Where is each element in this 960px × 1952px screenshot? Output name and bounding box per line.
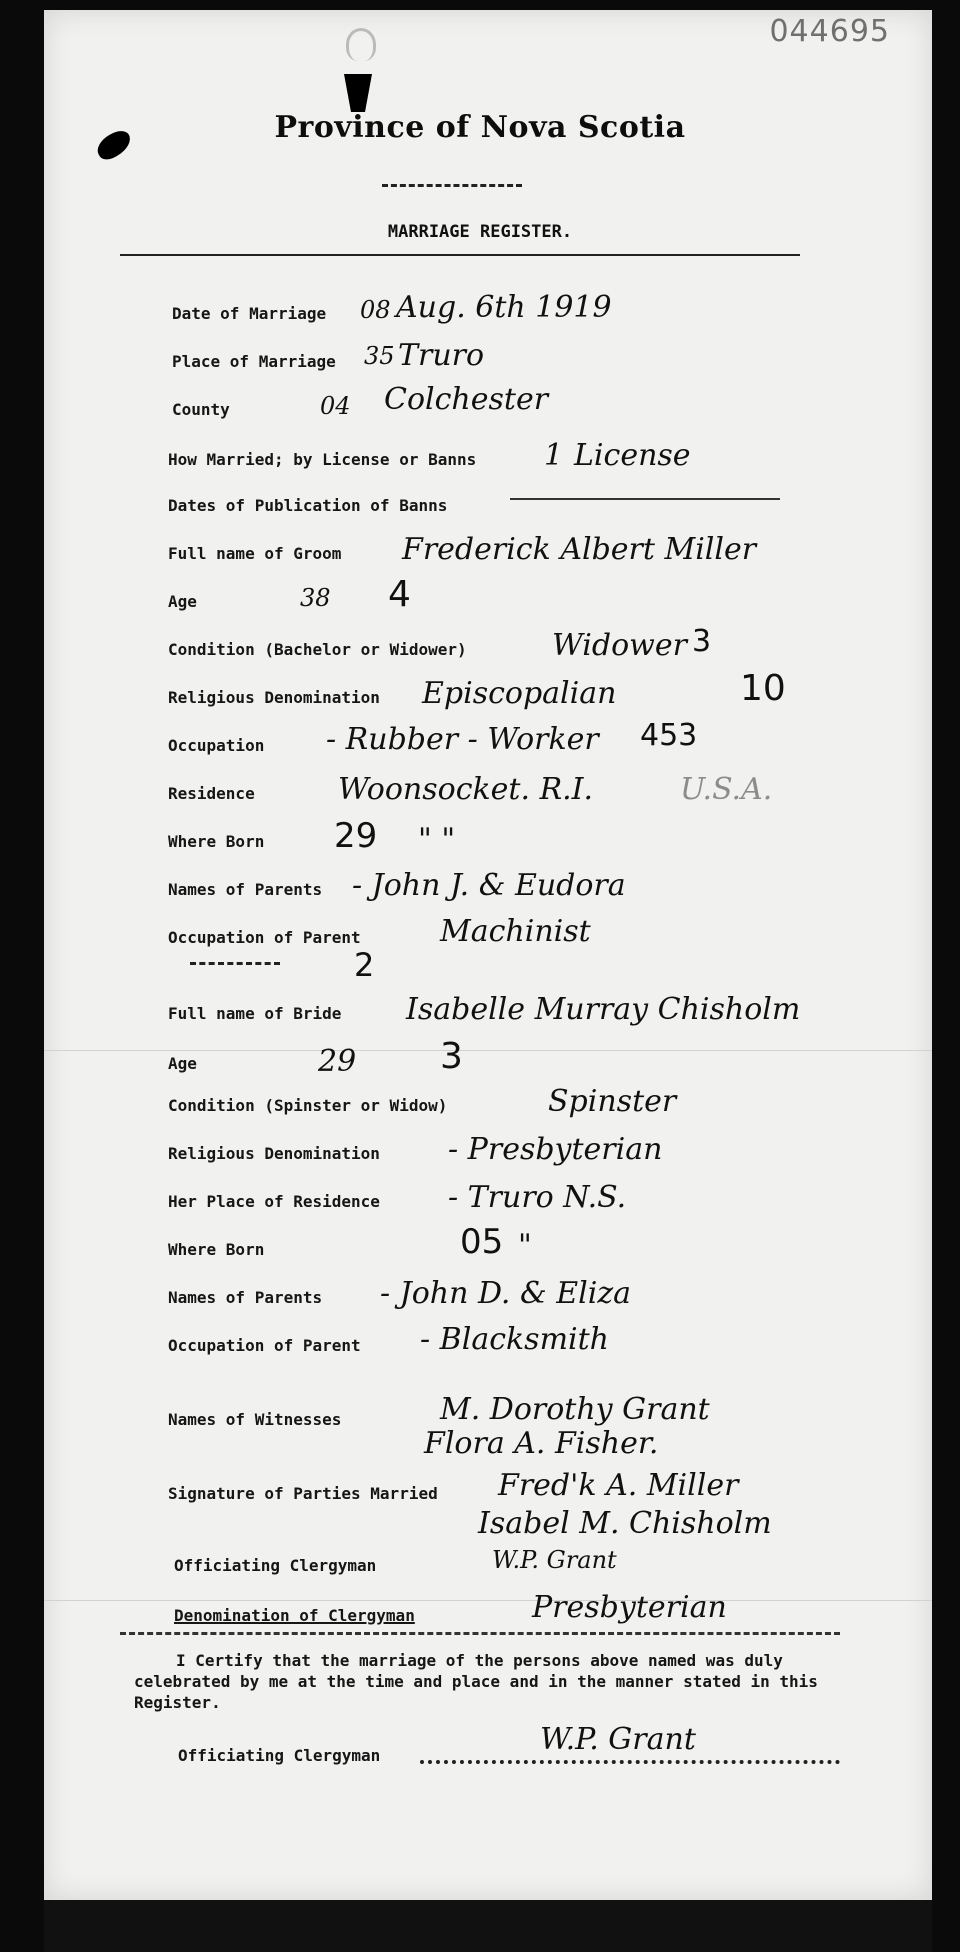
signature-dotted-line: [420, 1760, 840, 1764]
groom-residence-extra: U.S.A.: [680, 772, 773, 807]
county-label: County: [172, 400, 230, 419]
groom-occupation-label: Occupation: [168, 736, 265, 755]
how-married-value: License: [574, 438, 691, 473]
groom-age-label: Age: [168, 592, 197, 611]
groom-occupation-value: - Rubber - Worker: [326, 722, 599, 757]
bride-parents-value: - John D. & Eliza: [380, 1276, 632, 1311]
county-value: Colchester: [384, 382, 549, 417]
bride-age-label: Age: [168, 1054, 197, 1073]
certification-signature: W.P. Grant: [540, 1722, 696, 1757]
bride-where-born-value: ": [518, 1228, 532, 1263]
denomination-clergyman-label: Denomination of Clergyman: [174, 1606, 415, 1625]
bride-parent-occupation-label: Occupation of Parent: [168, 1336, 361, 1355]
date-of-marriage-label: Date of Marriage: [172, 304, 327, 323]
section-separator: [190, 962, 280, 965]
groom-condition-value: Widower: [552, 628, 687, 663]
officiating-clergyman-label: Officiating Clergyman: [174, 1556, 377, 1575]
groom-parent-occupation-label: Occupation of Parent: [168, 928, 361, 947]
how-married-code: 1: [544, 438, 564, 473]
signatures-label: Signature of Parties Married: [168, 1484, 438, 1503]
bride-parent-occupation-value: - Blacksmith: [420, 1322, 609, 1357]
document-number: 044695: [769, 14, 890, 49]
bride-condition-label: Condition (Spinster or Widow): [168, 1096, 448, 1115]
groom-parents-label: Names of Parents: [168, 880, 323, 899]
bride-religion-value: - Presbyterian: [448, 1132, 663, 1167]
bride-residence-value: - Truro N.S.: [448, 1180, 627, 1215]
groom-religion-code: 10: [740, 668, 786, 709]
groom-age-code: 4: [388, 574, 411, 615]
title-divider: [382, 184, 522, 187]
groom-where-born-code: 29: [334, 816, 378, 856]
fold-line: [44, 1050, 932, 1051]
groom-religion-label: Religious Denomination: [168, 688, 380, 707]
groom-residence-value: Woonsocket. R.I.: [338, 772, 594, 807]
groom-age-value: 38: [300, 584, 331, 612]
bride-where-born-code: 05: [460, 1222, 504, 1262]
officiating-clergyman-value: W.P. Grant: [492, 1546, 617, 1574]
witness-one-value: M. Dorothy Grant: [440, 1392, 710, 1427]
witness-two-value: Flora A. Fisher.: [424, 1426, 659, 1461]
date-of-marriage-value: Aug. 6th 1919: [396, 290, 612, 325]
groom-parent-occupation-value: Machinist: [440, 914, 591, 949]
groom-condition-label: Condition (Bachelor or Widower): [168, 640, 467, 659]
bride-where-born-label: Where Born: [168, 1240, 265, 1259]
groom-where-born-value: " ": [418, 822, 456, 857]
bride-age-code: 3: [440, 1036, 463, 1077]
bride-signature: Isabel M. Chisholm: [478, 1506, 772, 1541]
groom-condition-code: 3: [692, 624, 712, 659]
blank-entry-line: [510, 498, 780, 500]
fold-line: [44, 1600, 932, 1601]
bride-residence-label: Her Place of Residence: [168, 1192, 380, 1211]
bride-parents-label: Names of Parents: [168, 1288, 323, 1307]
subtitle-divider: [120, 254, 800, 256]
witnesses-label: Names of Witnesses: [168, 1410, 342, 1429]
groom-residence-label: Residence: [168, 784, 255, 803]
bride-name-value: Isabelle Murray Chisholm: [406, 992, 801, 1027]
place-of-marriage-code: 35: [364, 342, 395, 370]
bride-age-value: 29: [318, 1044, 357, 1079]
groom-parents-value: - John J. & Eudora: [352, 868, 626, 903]
pin-hole-mark: [346, 28, 376, 61]
page-subtitle: MARRIAGE REGISTER.: [387, 222, 573, 242]
groom-occupation-code: 453: [640, 718, 698, 753]
section-divider: [120, 1632, 840, 1635]
groom-name-value: Frederick Albert Miller: [402, 532, 757, 567]
place-of-marriage-label: Place of Marriage: [172, 352, 336, 371]
groom-signature: Fred'k A. Miller: [498, 1468, 739, 1503]
groom-where-born-label: Where Born: [168, 832, 265, 851]
scan-border: [44, 1900, 932, 1952]
how-married-label: How Married; by License or Banns: [168, 450, 477, 469]
groom-name-label: Full name of Groom: [168, 544, 342, 563]
county-code: 04: [320, 392, 351, 420]
denomination-clergyman-value: Presbyterian: [532, 1590, 727, 1625]
date-of-marriage-code: 08: [360, 296, 391, 324]
certification-clergyman-label: Officiating Clergyman: [178, 1746, 381, 1765]
bride-religion-label: Religious Denomination: [168, 1144, 380, 1163]
bride-name-label: Full name of Bride: [168, 1004, 342, 1023]
place-of-marriage-value: Truro: [398, 338, 485, 373]
bride-condition-value: Spinster: [548, 1084, 677, 1119]
separator-code: 2: [354, 946, 375, 984]
page-title: Province of Nova Scotia: [274, 110, 686, 145]
certification-text: I Certify that the marriage of the persons above named was duly celebrated by me at the time and place and in the manner stated in this Register.: [134, 1651, 818, 1712]
dates-of-banns-label: Dates of Publication of Banns: [168, 496, 448, 515]
groom-religion-value: Episcopalian: [422, 676, 617, 711]
